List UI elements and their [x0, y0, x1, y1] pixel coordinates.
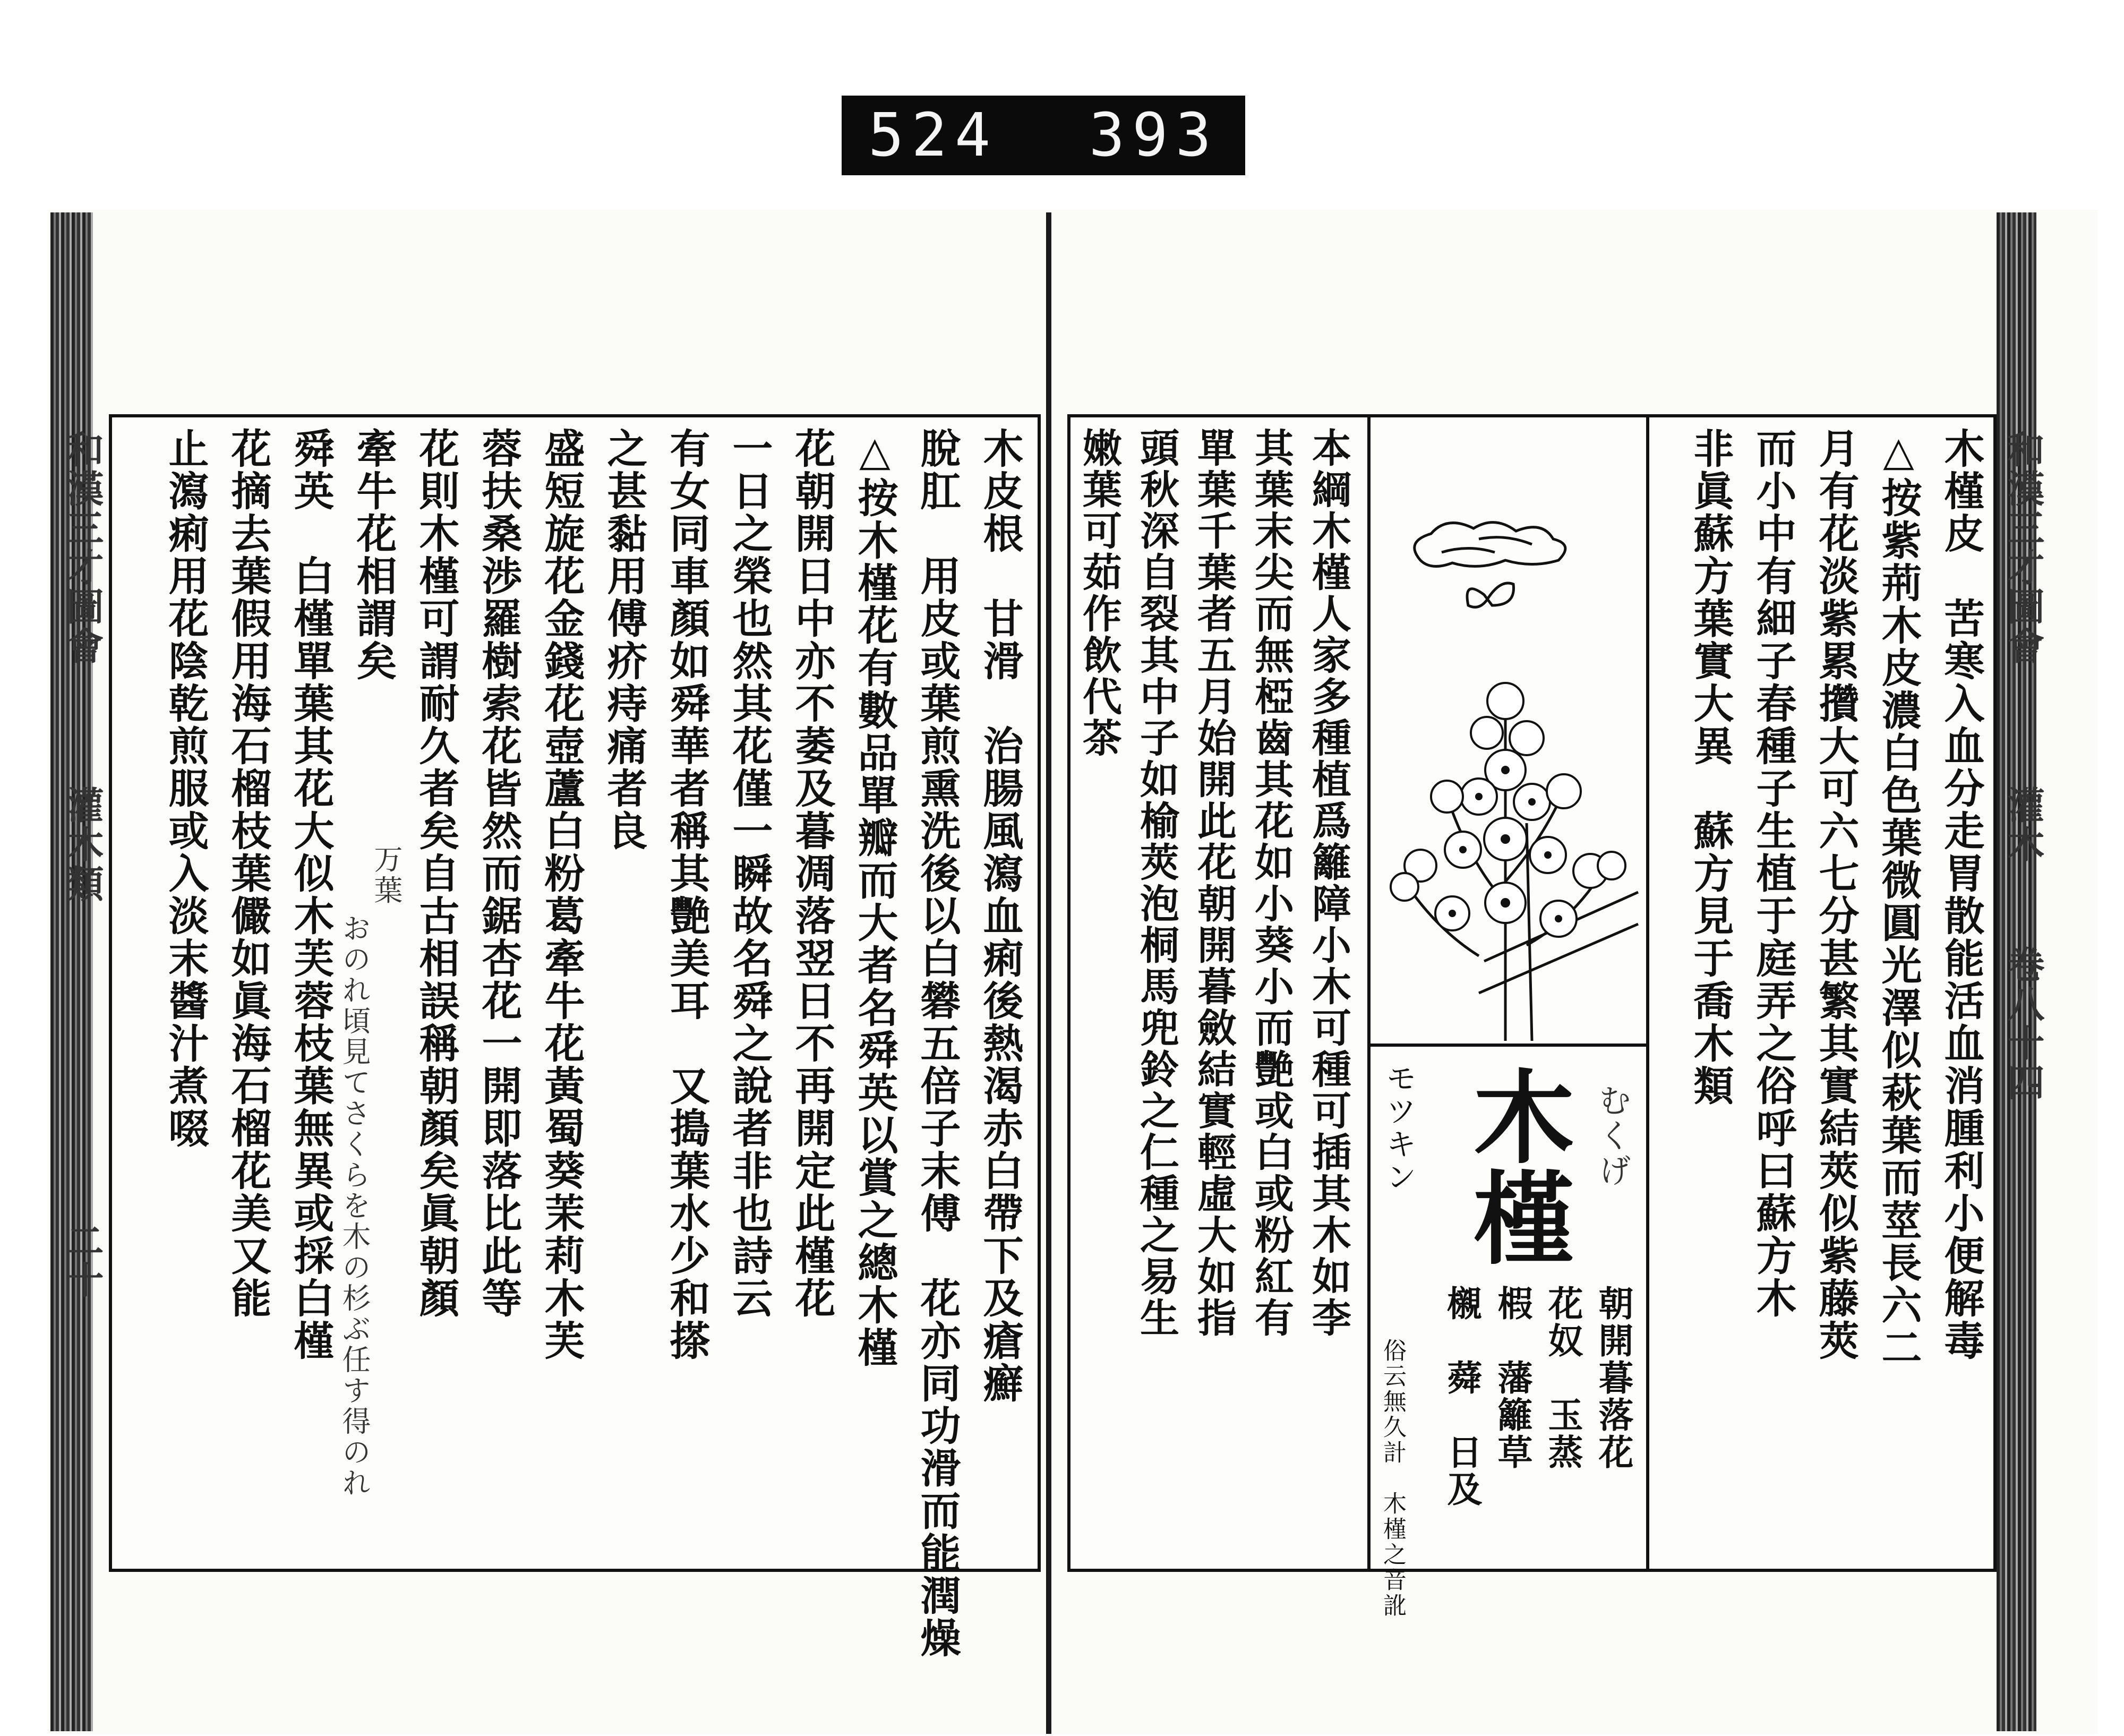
kana-reading: むくげ [1593, 1083, 1632, 1188]
top-section-divider [1646, 414, 1649, 1572]
text-column: 舜英 白槿單葉其花大似木芙蓉枝葉無異或採白槿 [287, 427, 335, 1362]
cloud-detail [1442, 537, 1532, 552]
text-column: 嫩葉可茹作飲代茶 [1076, 427, 1122, 759]
stamp-right-number: 393 [1089, 101, 1219, 170]
left-margin-folio: 二十 [61, 1221, 105, 1300]
text-column: 止瀉痢用花陰乾煎服或入淡末醬汁煮啜 [162, 427, 209, 1150]
text-column: 而小中有細子春種子生植于庭弄之俗呼曰蘇方木 [1750, 427, 1797, 1320]
alias-item: 朝開暮落花 [1592, 1285, 1634, 1471]
text-column: 花摘去葉假用海石榴枝葉儼如眞海石榴花美又能 [225, 427, 272, 1320]
left-margin-title: 和漢三才圖會 [61, 430, 105, 666]
text-column: △按木槿花有數品單瓣而大者名舜英以賞之總木槿 [851, 427, 898, 1369]
alias-note: 俗云無久計 木槿之音訛 [1379, 1338, 1406, 1619]
text-column: 有女同車顏如舜華者稱其艷美耳 又搗葉水少和搽 [663, 427, 710, 1362]
handwritten-note: おのれ頃見てさくらを木の杉ぶ任す得のれ [338, 913, 371, 1499]
cloud-outline [1415, 523, 1565, 567]
right-margin-section: 灌木 [2001, 786, 2045, 865]
text-column: 木槿皮 苦寒入血分走胃散能活血消腫利小便解毒 [1938, 427, 1985, 1362]
text-column: 其葉末尖而無椏齒其花如小葵小而艷或白或粉紅有 [1248, 427, 1294, 1339]
text-column: 頭秋深自裂其中子如榆莢泡桐馬兜鈴之仁種之易生 [1134, 427, 1179, 1339]
text-column: 木皮根 甘滑 治腸風瀉血痢後熱渴赤白帶下及瘡癬 [977, 427, 1024, 1405]
entry-title: 木槿 [1457, 1065, 1575, 1267]
archive-stamp [842, 96, 1245, 175]
right-margin-volume: 卷八十四 [2001, 945, 2045, 1102]
handwritten-note-small: 万葉 [370, 844, 403, 906]
text-column: 牽牛花相謂矣 [350, 427, 397, 682]
text-column: 花朝開日中亦不萎及暮凋落翌日不再開定此槿花 [789, 427, 836, 1320]
text-column: 本綱木槿人家多種植爲籬障小木可種可插其木如李 [1306, 427, 1351, 1339]
text-column: 月有花淡紫累攢大可六七分甚繁其實結莢似紫藤莢 [1812, 427, 1860, 1362]
butterfly [1467, 583, 1514, 607]
right-margin-title: 和漢三才圖會 [2001, 430, 2045, 666]
katakana-reading: モツキン [1381, 1062, 1417, 1194]
text-column: 非眞蘇方葉實大異 蘇方見于喬木類 [1687, 427, 1734, 1107]
text-column: 一日之榮也然其花僅一瞬故名舜之說者非也詩云 [726, 427, 773, 1320]
text-column: 花則木槿可謂耐久者矣自古相誤稱朝顏矣眞朝顏 [413, 427, 460, 1320]
hibiscus-illustration [1373, 425, 1643, 1041]
text-column: 盛短旋花金錢花壺蘆白粉葛牽牛花黃蜀葵茉莉木芙 [538, 427, 585, 1362]
alias-item: 花奴 玉蒸 [1542, 1285, 1583, 1471]
stamp-left-number: 524 [868, 101, 998, 170]
title-box-top-line [1367, 1044, 1648, 1047]
title-box-left-line [1367, 414, 1371, 1572]
text-column: 之甚黏用傅疥痔痛者良 [601, 427, 648, 852]
text-column: 蓉扶桑渉羅樹索花皆然而鋸杏花一開即落比此等 [475, 427, 523, 1320]
alias-item: 櫬 蕣 日及 [1441, 1285, 1483, 1508]
text-column: 脫肛 用皮或葉煎熏洗後以白礬五倍子末傅 花亦同功滑而能潤燥 [914, 427, 961, 1660]
left-margin-section: 灌木類 [61, 786, 105, 904]
alias-item: 椵 藩籬草 [1492, 1285, 1533, 1471]
center-spine [1046, 212, 1051, 1734]
text-column: 單葉千葉者五月始開此花朝開暮斂結實輕虛大如指 [1191, 427, 1237, 1339]
text-column: △按紫荊木皮濃白色葉微圓光澤似萩葉而莖長六二 [1875, 427, 1922, 1369]
